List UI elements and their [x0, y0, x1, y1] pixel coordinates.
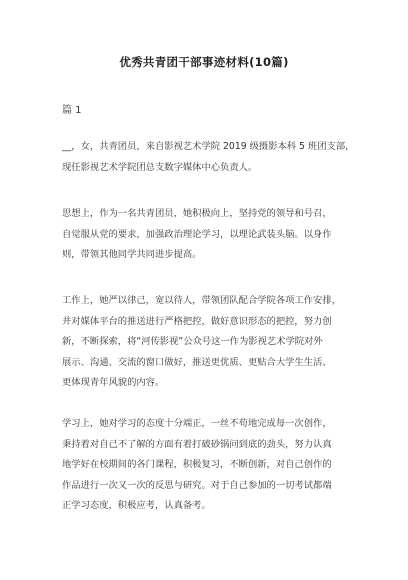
paragraph-work — [62, 291, 354, 394]
paragraph-line: 展示、沟通、交流的窗口做好，推送更优质、更贴合大学生生活、 — [62, 356, 332, 368]
paragraph-line: 新，不断探索，将“河传影视”公众号这一作为影视艺术学院对外 — [62, 336, 323, 347]
section-label: 篇 1 — [62, 105, 82, 116]
document-title: 优秀共青团干部事迹材料(10篇) — [119, 55, 289, 69]
paragraph-line: 秉持着对自己不了解的方面有着打破砂锅问到底的劲头，努力认真 — [62, 438, 332, 450]
paragraph-line: 更体现青年风貌的内容。 — [62, 377, 165, 388]
paragraph-line: 并对媒体平台的推送进行严格把控，做好意识形态的把控，努力创 — [62, 315, 332, 327]
paragraph-study — [62, 414, 354, 517]
paragraph-line: 现任影视艺术学院团总支数字媒体中心负责人。 — [62, 161, 258, 173]
paragraph-line: 工作上，她严以律己，宽以待人，带领团队配合学院各项工作安排， — [62, 295, 341, 306]
paragraph-line: 则，带领其他同学共同进步提高。 — [62, 249, 202, 260]
paragraph-line: 地学好在校期间的各门课程，积极复习，不断创新，对自己创作的 — [62, 459, 332, 470]
paragraph-ideology — [62, 204, 354, 266]
paragraph-line: 思想上，作为一名共青团员，她积极向上，坚持党的领导和号召， — [62, 208, 332, 219]
paragraph-line: 正学习态度，积极应考，认真备考。 — [62, 500, 211, 511]
paragraph-line: 作品进行一次又一次的反思与研究。对于自己参加的一切考试都端 — [62, 479, 332, 491]
paragraph-line: 学习上，她对学习的态度十分端正，一丝不苟地完成每一次创作， — [62, 418, 332, 429]
paragraph-line: __，女，共青团员，来自影视艺术学院 2019 级摄影本科 5 班团支部， — [62, 141, 355, 152]
paragraph-line: 自觉服从党的要求，加强政治理论学习，以理论武装头脑。以身作 — [62, 228, 332, 240]
paragraph-intro — [62, 137, 354, 178]
